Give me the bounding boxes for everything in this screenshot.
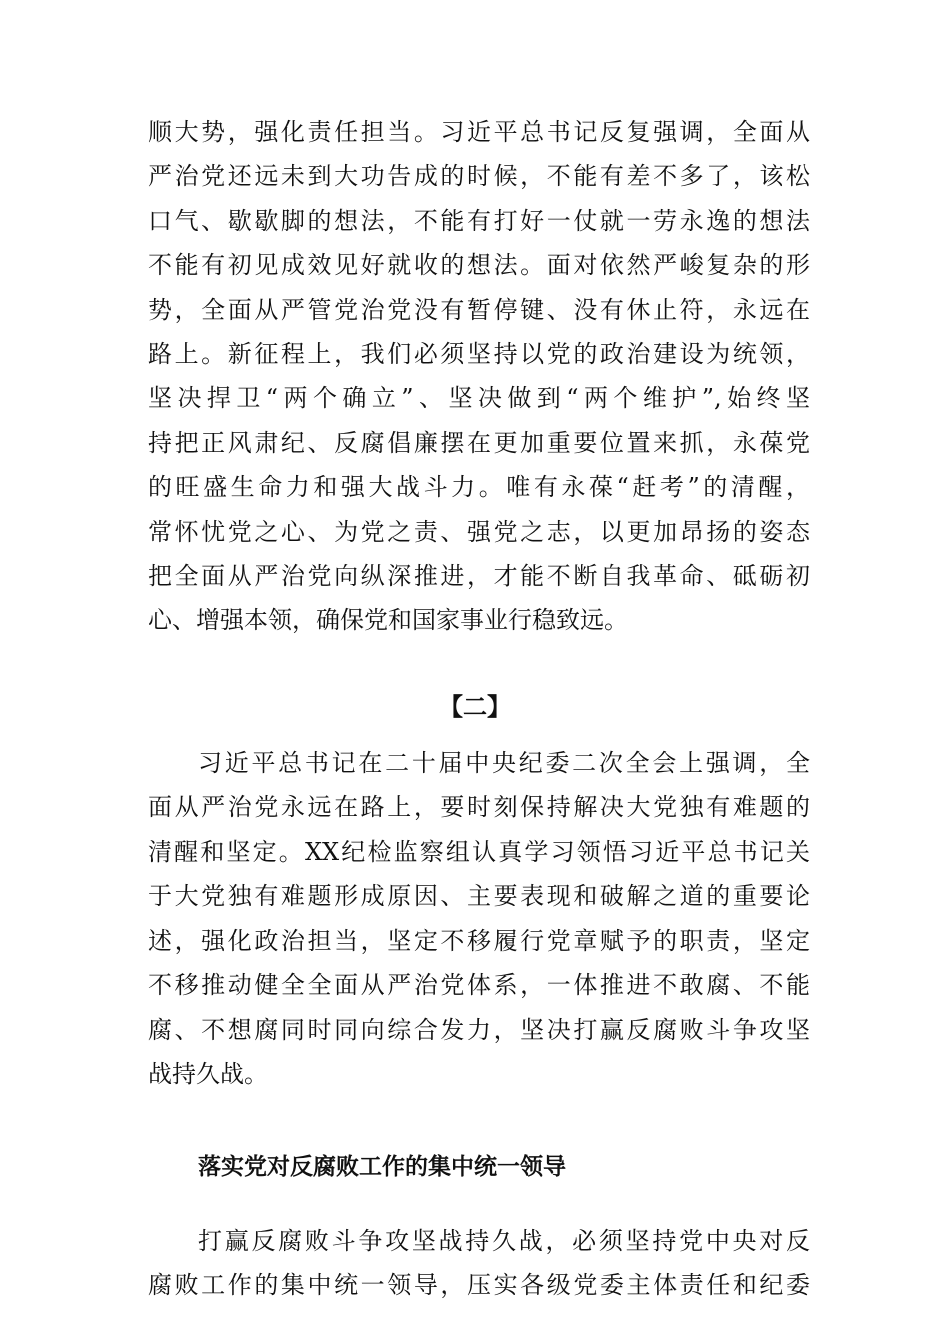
paragraph-line: 口气、歇歇脚的想法，不能有打好一仗就一劳永逸的想法: [148, 207, 810, 235]
subheading: 落实党对反腐败工作的集中统一领导: [198, 1154, 566, 1180]
paragraph-line: 习近平总书记在二十届中央纪委二次全会上强调，全: [198, 749, 810, 777]
paragraph-line: 的旺盛生命力和强大战斗力。唯有永葆“赶考”的清醒，: [148, 473, 810, 501]
paragraph-line: 顺大势，强化责任担当。习近平总书记反复强调，全面从: [148, 118, 810, 146]
paragraph-line: 于大党独有难题形成原因、主要表现和破解之道的重要论: [148, 882, 810, 910]
paragraph-line: 势，全面从严管党治党没有暂停键、没有休止符，永远在: [148, 296, 810, 324]
paragraph-line: 不移推动健全全面从严治党体系，一体推进不敢腐、不能: [148, 971, 810, 999]
paragraph-line: 严治党还远未到大功告成的时候，不能有差不多了，该松: [148, 162, 810, 190]
paragraph-line: 战持久战。: [148, 1060, 268, 1088]
paragraph-line: 面从严治党永远在路上，要时刻保持解决大党独有难题的: [148, 793, 810, 821]
paragraph-line: 常怀忧党之心、为党之责、强党之志，以更加昂扬的姿态: [148, 518, 810, 546]
paragraph-line: 不能有初见成效见好就收的想法。面对依然严峻复杂的形: [148, 251, 810, 279]
paragraph-line: 持把正风肃纪、反腐倡廉摆在更加重要位置来抓，永葆党: [148, 429, 810, 457]
paragraph-line: 路上。新征程上，我们必须坚持以党的政治建设为统领，: [148, 340, 810, 368]
paragraph-line: 坚决捍卫“两个确立”、坚决做到“两个维护”,始终坚: [148, 384, 810, 412]
paragraph-line: 腐败工作的集中统一领导，压实各级党委主体责任和纪委: [148, 1271, 810, 1299]
paragraph-line: 把全面从严治党向纵深推进，才能不断自我革命、砥砺初: [148, 562, 810, 590]
paragraph-line: 心、增强本领，确保党和国家事业行稳致远。: [148, 606, 628, 634]
paragraph-line: 打赢反腐败斗争攻坚战持久战，必须坚持党中央对反: [198, 1227, 810, 1255]
paragraph-line: 清醒和坚定。XX纪检监察组认真学习领悟习近平总书记关: [148, 838, 810, 866]
paragraph-line: 述，强化政治担当，坚定不移履行党章赋予的职责，坚定: [148, 927, 810, 955]
section-heading: 【二】: [439, 693, 511, 721]
paragraph-line: 腐、不想腐同时同向综合发力，坚决打赢反腐败斗争攻坚: [148, 1016, 810, 1044]
